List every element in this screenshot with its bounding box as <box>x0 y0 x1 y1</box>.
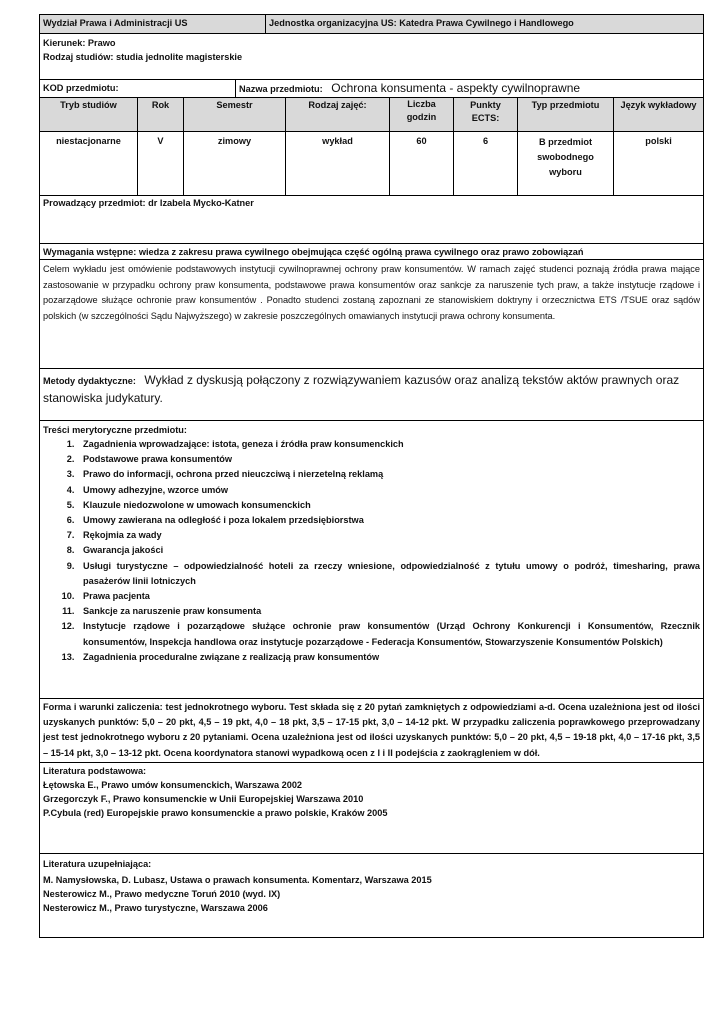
col-header-course-type: Typ przedmiotu <box>518 98 614 131</box>
col-header-ects: Punkty ECTS: <box>454 98 518 131</box>
hours-value: 60 <box>390 132 454 195</box>
teaching-methods <box>39 369 704 421</box>
details-table-header <box>39 98 704 132</box>
details-table-row <box>39 132 704 196</box>
course-row <box>39 80 704 98</box>
content-topic: 1. Zagadnienia wprowadzające: istota, geneza i źródła praw konsumenckich <box>77 437 700 452</box>
content-topic-list <box>43 437 700 665</box>
language-value: polski <box>645 136 672 146</box>
col-header-language: Język wykładowy <box>620 100 697 110</box>
organizational-unit: Jednostka organizacyjna US: Katedra Prawa Cywilnego i Handlowego <box>266 15 703 33</box>
literature-entry: Łętowska E., Prawo umów konsumenckich, Warszawa 2002 <box>43 780 303 790</box>
content-topic: 10. Prawa pacjenta <box>77 589 700 604</box>
class-type-value: wykład <box>286 132 390 195</box>
semester-value: zimowy <box>184 132 286 195</box>
ects-value: 6 <box>454 132 518 195</box>
basic-literature <box>39 763 704 854</box>
lecturer: Prowadzący przedmiot: dr Izabela Mycko-Katner <box>39 196 704 244</box>
content-topic: 9. Usługi turystyczne – odpowiedzialność hoteli za rzeczy wniesione, odpowiedzialność z tytułu umowy o podróż, timesharing, prawa pasażerów linii lotniczych <box>77 559 700 589</box>
content-topic: 2. Podstawowe prawa konsumentów <box>77 452 700 467</box>
content-topic: 3. Prawo do informacji, ochrona przed nieuczciwą i nierzetelną reklamą <box>77 467 700 482</box>
col-header-semester: Semestr <box>184 98 286 131</box>
course-name-label: Nazwa przedmiotu: <box>239 84 323 94</box>
col-header-year: Rok <box>138 98 184 131</box>
col-header-hours: Liczba godzin <box>390 98 454 131</box>
content-topic: 6. Umowy zawierana na odległość i poza lokalem przedsiębiorstwa <box>77 513 700 528</box>
content-topic: 5. Klauzule niedozwolone w umowach konsumenckich <box>77 498 700 513</box>
header-row <box>39 14 704 34</box>
faculty-name: Wydział Prawa i Administracji US <box>40 15 266 33</box>
supplementary-literature <box>39 854 704 938</box>
course-type-value: B przedmiot swobodnego wyboru <box>518 132 614 195</box>
content-topic: 4. Umowy adhezyjne, wzorce umów <box>77 483 700 498</box>
basic-literature-label: Literatura podstawowa: <box>43 766 147 776</box>
study-mode-value: niestacjonarne <box>40 132 138 195</box>
col-header-class-type: Rodzaj zajęć: <box>286 98 390 131</box>
literature-entry: P.Cybula (red) Europejskie prawo konsumenckie a prawo polskie, Kraków 2005 <box>43 808 388 818</box>
study-type: Rodzaj studiów: studia jednolite magisterskie <box>43 52 243 62</box>
content-topic: 8. Gwarancja jakości <box>77 543 700 558</box>
supplementary-literature-label: Literatura uzupełniająca: <box>43 859 152 869</box>
content-topic: 12. Instytucje rządowe i pozarządowe służące ochronie praw konsumentów (Urząd Ochrony Konkurencji i Konsumentów, Rzecznik konsumentów, Inspekcja handlowa oraz instytucje pozarządowe - Federacja Konsumentów, Stowarzyszenie Konsumentów Polskich) <box>77 619 700 649</box>
course-content-label: Treści merytoryczne przedmiotu: <box>43 425 187 435</box>
literature-entry: Grzegorczyk F., Prawo konsumenckie w Unii Europejskiej Warszawa 2010 <box>43 794 364 804</box>
teaching-methods-text: Wykład z dyskusją połączony z rozwiązywaniem kazusów oraz analizą tekstów aktów prawnych oraz stanowiska judykatury. <box>43 373 680 405</box>
course-name <box>236 80 703 97</box>
content-topic: 7. Rękojmia za wady <box>77 528 700 543</box>
assessment-conditions: Forma i warunki zaliczenia: test jednokrotnego wyboru. Test składa się z 20 pytań zamkniętych z odpowiedziami a-d. Ocena uzależniona jest od ilości uzyskanych punktów: 5,0 – 20 pkt, 4,5 – 19 pkt, 4,0 – 18 pkt, 3,5 – 17-15 pkt, 3,0 – 14-12 pkt. W przypadku zaliczenia poprawkowego przeprowadzany jest test jednokrotnego wyboru z 20 pytaniami. Ocena uzależniona jest od ilości uzyskanych punktów: 5,0 – 20 pkt, 4,5 – 19-18 pkt, 4,0 – 17-16 pkt, 3,5 – 15-14 pkt, 3,0 – 13-12 pkt. Ocena koordynatora stanowi wypadkową ocen z I i II podejścia z zaokrągleniem w dół. <box>39 699 704 763</box>
literature-entry: Nesterowicz M., Prawo turystyczne, Warszawa 2006 <box>43 903 268 913</box>
course-objective: Celem wykładu jest omówienie podstawowych instytucji cywilnoprawnej ochrony praw konsumentów. W ramach zajęć studenci poznają źródła prawa mające zastosowanie w przypadku ochrony praw konsumenta, podstawowe prawa konsumentów oraz sankcje za naruszenie tych praw, a także instytucje rządowe i pozarządowe służące ochronie praw konsumentów . Ponadto studenci zostaną zapoznani ze stanowiskiem doktryny i orzecznictwa ETS /TSUE oraz sądów polskich (w szczególności Sądu Najwyższego) w zakresie poszczególnych omawianych instytucji prawa ochrony konsumenta. <box>39 260 704 369</box>
col-header-study-mode: Tryb studiów <box>40 98 138 131</box>
literature-entry: Nesterowicz M., Prawo medyczne Toruń 2010 (wyd. IX) <box>43 889 281 899</box>
direction-of-study: Kierunek: Prawo <box>43 38 116 48</box>
program-section <box>39 34 704 80</box>
year-value: V <box>138 132 184 195</box>
prerequisites: Wymagania wstępne: wiedza z zakresu prawa cywilnego obejmująca część ogólną prawa cywilnego oraz prawo zobowiązań <box>39 244 704 260</box>
course-name-value: Ochrona konsumenta - aspekty cywilnoprawne <box>331 81 581 95</box>
course-code-label: KOD przedmiotu: <box>40 80 236 97</box>
course-content <box>39 421 704 699</box>
content-topic: 13. Zagadnienia proceduralne związane z realizacją praw konsumentów <box>77 650 700 665</box>
content-topic: 11. Sankcje za naruszenie praw konsumenta <box>77 604 700 619</box>
literature-entry: M. Namysłowska, D. Lubasz, Ustawa o prawach konsumenta. Komentarz, Warszawa 2015 <box>43 875 432 885</box>
course-syllabus <box>39 14 704 938</box>
teaching-methods-label: Metody dydaktyczne: <box>43 376 136 386</box>
